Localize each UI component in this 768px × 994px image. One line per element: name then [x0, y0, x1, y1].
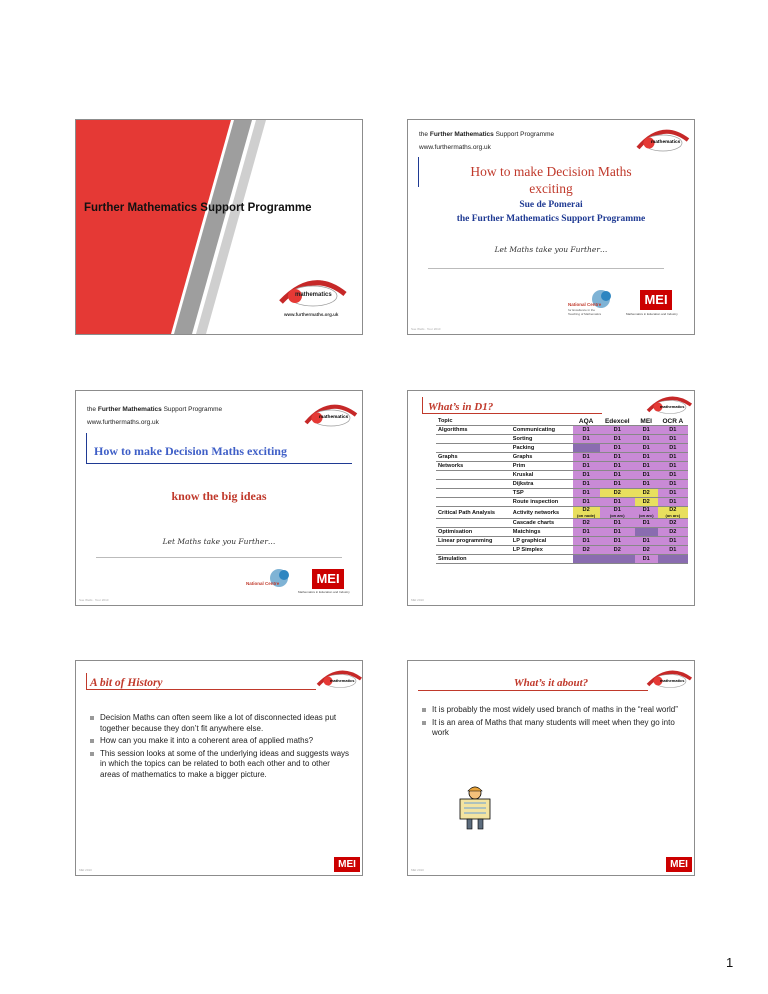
- mei-logo: MEI: [334, 857, 360, 872]
- slide-2-tagline: Let Maths take you Further…: [494, 245, 608, 254]
- row-subtopic: TSP: [511, 489, 573, 498]
- slide-1-url: www.furthermaths.org.uk: [284, 312, 339, 317]
- slide-3-url: www.furthermaths.org.uk: [87, 419, 159, 426]
- slide-2: [407, 119, 695, 335]
- row-subtopic: Kruskal: [511, 471, 573, 480]
- cell-aqa: D1: [573, 426, 600, 435]
- slide-6-bullets: [422, 705, 684, 741]
- cell-mei: [635, 528, 658, 537]
- row-subtopic: Route inspection: [511, 498, 573, 507]
- row-subtopic: [511, 555, 573, 564]
- worker-clipart-icon: [454, 781, 496, 831]
- table-row: [436, 555, 688, 564]
- national-centre-logo: National Centre: [246, 567, 306, 599]
- slide-2-url: www.furthermaths.org.uk: [419, 144, 491, 151]
- bullet: It is probably the most widely used branch of maths in the “real world”: [422, 705, 684, 716]
- cell-edx: D1: [600, 480, 635, 489]
- slide-5-title: A bit of History: [90, 677, 163, 689]
- table-row: [436, 498, 688, 507]
- slide-6-title: What’s it about?: [513, 677, 589, 689]
- slide-2-footer: Sue Wells · Tour 2010: [411, 327, 441, 331]
- cell-mei: D2: [635, 498, 658, 507]
- national-centre-logo: National Centre for Excellence in the Teaching of Mathematics: [568, 288, 628, 320]
- title-bar: [422, 397, 423, 413]
- d1-table: [436, 417, 688, 564]
- row-subtopic: Matchings: [511, 528, 573, 537]
- cell-mei: D1: [635, 555, 658, 564]
- title-underline: [86, 463, 352, 464]
- slide-3-footer: Sue Wells · Tour 2010: [79, 598, 109, 602]
- cell-mei: D1: [635, 471, 658, 480]
- mathematics-logo: mathematics: [644, 665, 694, 691]
- table-row: [436, 507, 688, 519]
- row-topic: [436, 435, 511, 444]
- row-topic: [436, 444, 511, 453]
- cell-mei: D1: [635, 537, 658, 546]
- row-subtopic: Dijkstra: [511, 480, 573, 489]
- slide-1: [75, 119, 363, 335]
- cell-ocr: D2: [658, 519, 688, 528]
- row-subtopic: Communicating: [511, 426, 573, 435]
- col-header-ocr: OCR A: [658, 417, 688, 426]
- table-row: [436, 453, 688, 462]
- table-row: [436, 546, 688, 555]
- slide-3-subtitle: know the big ideas: [171, 489, 267, 503]
- row-subtopic: LP Simplex: [511, 546, 573, 555]
- slide-1-title: Further Mathematics Support Programme: [84, 202, 312, 214]
- table-row: [436, 528, 688, 537]
- cell-aqa: D1: [573, 453, 600, 462]
- mei-logo: MEI: [666, 857, 692, 872]
- slide-3: [75, 390, 363, 606]
- row-topic: Linear programming: [436, 537, 511, 546]
- cell-ocr: [658, 555, 688, 564]
- divider: [428, 268, 664, 269]
- cell-aqa: D1: [573, 528, 600, 537]
- logo-text: mathematics: [295, 292, 332, 298]
- cell-edx: D1: [600, 528, 635, 537]
- mathematics-logo: mathematics: [644, 391, 694, 417]
- table-row: [436, 489, 688, 498]
- cell-mei: D2: [635, 546, 658, 555]
- mei-logo: MEI: [312, 569, 344, 589]
- slide-4-title: What’s in D1?: [428, 401, 494, 413]
- cell-ocr: D2: [658, 528, 688, 537]
- cell-edx: [600, 555, 635, 564]
- slide-5-bullets: [90, 713, 352, 782]
- row-topic: Algorithms: [436, 426, 511, 435]
- table-row: [436, 537, 688, 546]
- table-row: [436, 435, 688, 444]
- slide-5: [75, 660, 363, 876]
- slide-2-author: Sue de Pomerai: [519, 200, 583, 210]
- row-topic: [436, 489, 511, 498]
- row-subtopic: Prim: [511, 462, 573, 471]
- cell-aqa: [573, 444, 600, 453]
- cell-mei: D1: [635, 435, 658, 444]
- slide-3-tagline: Let Maths take you Further…: [162, 537, 276, 546]
- col-header-aqa: AQA: [573, 417, 600, 426]
- mei-subtitle: Mathematics in Education and Industry: [626, 312, 678, 316]
- cell-ocr: D1: [658, 480, 688, 489]
- row-topic: Simulation: [436, 555, 511, 564]
- cell-mei: D1: [635, 480, 658, 489]
- cell-ocr: D1: [658, 462, 688, 471]
- bullet: This session looks at some of the underlying ideas and suggests ways in which the topics can be related to both each other and to other areas of mathematics to make a bigger picture.: [90, 749, 352, 781]
- row-topic: [436, 519, 511, 528]
- bullet: How can you make it into a coherent area of applied maths?: [90, 736, 352, 747]
- table-row: [436, 426, 688, 435]
- row-topic: [436, 471, 511, 480]
- slide-3-header: the Further Mathematics Support Programme: [87, 406, 223, 413]
- slide-2-org: the Further Mathematics Support Programme: [456, 214, 646, 224]
- cell-edx: D1 (on arc): [600, 507, 635, 519]
- cell-ocr: D1: [658, 444, 688, 453]
- slide-4-footer: MEI 2010: [411, 598, 424, 602]
- bullet: Decision Maths can often seem like a lot of disconnected ideas put together because they don’t fit anywhere else.: [90, 713, 352, 734]
- divider: [96, 557, 342, 558]
- cell-edx: D1: [600, 537, 635, 546]
- slide-4: [407, 390, 695, 606]
- table-row: [436, 471, 688, 480]
- cell-edx: D1: [600, 453, 635, 462]
- cell-ocr: D1: [658, 546, 688, 555]
- mei-logo: MEI: [640, 290, 672, 310]
- cell-ocr: D1: [658, 453, 688, 462]
- cell-edx: D2: [600, 489, 635, 498]
- slide-2-title-line2: exciting: [529, 181, 573, 196]
- title-underline: [418, 690, 648, 691]
- cell-aqa: D1: [573, 435, 600, 444]
- slide-5-footer: MEI 2010: [79, 868, 92, 872]
- title-bar: [86, 673, 87, 689]
- row-subtopic: Activity networks: [511, 507, 573, 519]
- cell-mei: D1: [635, 462, 658, 471]
- cell-aqa: D2: [573, 546, 600, 555]
- cell-edx: D1: [600, 462, 635, 471]
- cell-ocr: D1: [658, 537, 688, 546]
- cell-ocr: D1: [658, 426, 688, 435]
- col-header-edexcel: Edexcel: [600, 417, 635, 426]
- row-subtopic: Packing: [511, 444, 573, 453]
- mathematics-logo: mathematics: [314, 665, 363, 691]
- cell-mei: D1: [635, 519, 658, 528]
- slide-6-footer: MEI 2010: [411, 868, 424, 872]
- slide-2-title-line1: How to make Decision Maths: [470, 164, 632, 179]
- cell-edx: D1: [600, 519, 635, 528]
- slide-2-header: the Further Mathematics Support Programme: [419, 131, 555, 138]
- cell-aqa: D1: [573, 480, 600, 489]
- table-row: [436, 519, 688, 528]
- bullet: It is an area of Maths that many students will meet when they go into work: [422, 718, 684, 739]
- row-subtopic: Sorting: [511, 435, 573, 444]
- cell-aqa: D1: [573, 489, 600, 498]
- cell-edx: D1: [600, 435, 635, 444]
- logo-arc-text: ACCESS TO FURTHER: [287, 270, 326, 282]
- cell-ocr: D1: [658, 471, 688, 480]
- cell-edx: D1: [600, 498, 635, 507]
- row-topic: Networks: [436, 462, 511, 471]
- cell-ocr: D1: [658, 489, 688, 498]
- mathematics-logo: mathematics: [632, 122, 692, 156]
- cell-aqa: D1: [573, 498, 600, 507]
- table-row: [436, 480, 688, 489]
- slide-3-title: How to make Decision Maths exciting: [94, 444, 287, 458]
- row-topic: [436, 498, 511, 507]
- title-underline: [86, 689, 316, 690]
- cell-ocr: D2 (on arc): [658, 507, 688, 519]
- row-topic: Graphs: [436, 453, 511, 462]
- slide-6: [407, 660, 695, 876]
- cell-edx: D1: [600, 444, 635, 453]
- cell-edx: D2: [600, 546, 635, 555]
- row-topic: Optimisation: [436, 528, 511, 537]
- cell-mei: D1: [635, 453, 658, 462]
- cell-aqa: D2 (on node): [573, 507, 600, 519]
- title-underline: [422, 413, 602, 414]
- cell-aqa: D1: [573, 537, 600, 546]
- col-header-mei: MEI: [635, 417, 658, 426]
- cell-edx: D1: [600, 426, 635, 435]
- table-row: [436, 444, 688, 453]
- row-subtopic: Cascade charts: [511, 519, 573, 528]
- row-subtopic: LP graphical: [511, 537, 573, 546]
- cell-aqa: D1: [573, 462, 600, 471]
- title-bar: [86, 433, 87, 463]
- mathematics-logo: [273, 272, 353, 310]
- mei-subtitle: Mathematics in Education and Industry: [298, 590, 350, 594]
- cell-ocr: D1: [658, 498, 688, 507]
- cell-ocr: D1: [658, 435, 688, 444]
- cell-aqa: D2: [573, 519, 600, 528]
- cell-aqa: D1: [573, 471, 600, 480]
- cell-edx: D1: [600, 471, 635, 480]
- page-number: 1: [726, 955, 734, 970]
- mathematics-logo: mathematics: [300, 397, 360, 431]
- col-header-topic: Topic: [436, 417, 511, 426]
- row-topic: Critical Path Analysis: [436, 507, 511, 519]
- cell-mei: D2: [635, 489, 658, 498]
- col-header-sub: [511, 417, 573, 426]
- row-topic: [436, 546, 511, 555]
- cell-mei: D1: [635, 444, 658, 453]
- row-subtopic: Graphs: [511, 453, 573, 462]
- cell-mei: D1: [635, 426, 658, 435]
- table-row: [436, 462, 688, 471]
- cell-aqa: [573, 555, 600, 564]
- row-topic: [436, 480, 511, 489]
- cell-mei: D1 (on arc): [635, 507, 658, 519]
